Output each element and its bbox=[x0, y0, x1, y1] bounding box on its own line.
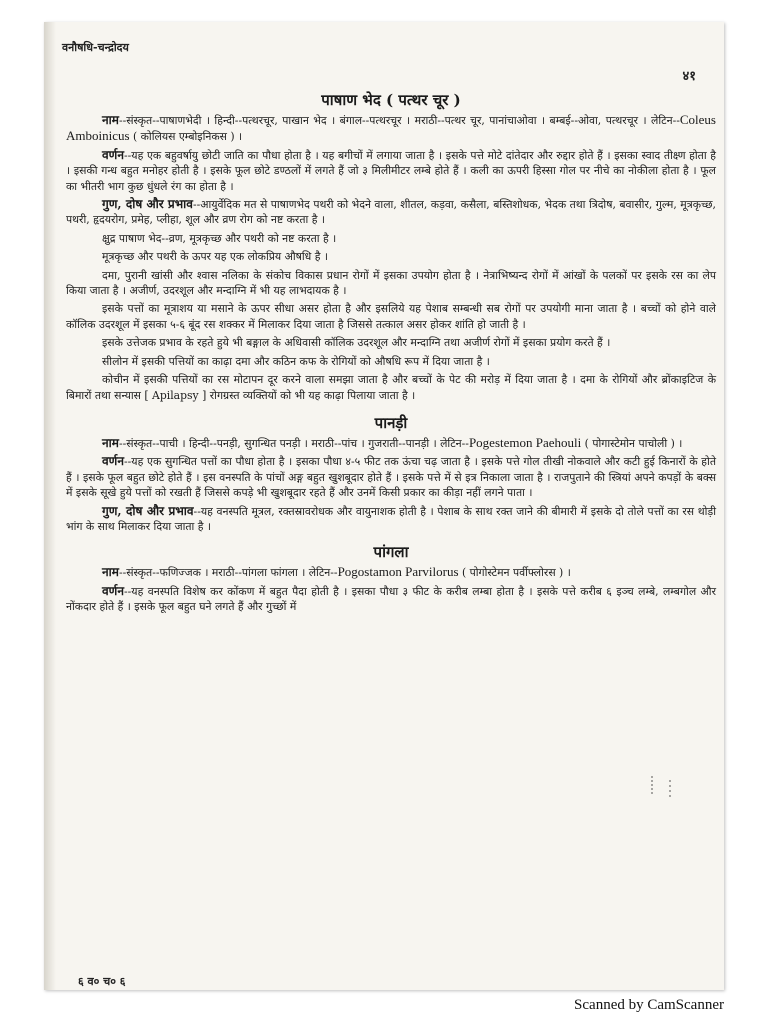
paragraph: इसके पत्तों का मूत्राशय या मसाने के ऊपर सीधा असर होता है और इसलिये यह पेशाब सम्बन्धी सब रोगों पर उपयोगी माना जाता है । बच्चों को होने वाले कॉलिक उदरशूल में इसका ५-६ बूंद रस शक्कर में मिलाकर दिया जाता है जिससे तत्काल असर होकर शांति हो जाती है । bbox=[66, 302, 716, 331]
paragraph-text: --संस्कृत--पाची । हिन्दी--पनड़ी, सुगन्धित पनड़ी । मराठी--पांच । गुजराती--पानड़ी । लेटिन-- bbox=[118, 436, 469, 450]
paragraph-label: वर्णन bbox=[102, 583, 125, 598]
section-title: पानड़ी bbox=[374, 413, 408, 432]
paragraph-text: --यह वनस्पति मूत्रल, रक्तस्रावरोधक और वायुनाशक होती है । पेशाब के साथ रक्त जाने की बीमारी में इसके दो तोले पत्तों का रस थोड़ी भांग के साथ मिलाकर दिया जाता है । bbox=[66, 504, 716, 533]
paragraph-label: वर्णन bbox=[102, 454, 125, 469]
paragraph-gun-dosh bbox=[66, 197, 716, 228]
paragraph: क्षुद्र पाषाण भेद--व्रण, मूत्रकृच्छ और पथरी को नष्ट करता है । bbox=[102, 231, 337, 245]
paragraph-naam bbox=[66, 112, 716, 145]
paragraph-text: --यह एक बहुवर्षायु छोटी जाति का पौधा होता है । यह बगीचों में लगाया जाता है । इसके पत्ते मोटे दांतेदार और रुद्दार होते हैं । इसका स्वाद तीक्ष्ण होता है । इसकी गन्ध बहुत मनोहर होती है । इसके फूल छोटे डण्ठलों में लगते हैं जो ३ मिलीमीटर लम्बे होते हैं । कली का ऊपरी हिस्सा गोल पर नीचे का नोकीला होता है । फूल का भीतरी भाग कुछ धुंधले रंग का होता है । bbox=[66, 148, 716, 193]
page-header bbox=[62, 40, 722, 84]
section-panadi bbox=[66, 413, 716, 534]
paragraph-label: नाम bbox=[102, 113, 119, 127]
section-pashan-bhed bbox=[66, 90, 716, 403]
paragraph-text: --यह एक सुगन्धित पत्तों का पौधा होता है । इसका पौधा ४-५ फीट तक ऊंचा चढ़ जाता है । इसके पत्ते गोल तीखी नोकवाले और कटी हुई किनारों के होते हैं । इसके फूल बहुत छोटे होते हैं । इस वनस्पति के पांचों अङ्ग बहुत खुशबूदार होते हैं । इसके पत्ते में से इत्र निकाला जाता है । राजपुताने की स्त्रियां अपने कपड़ों के बक्स में इसके सूखे हुये पत्तों को रखती हैं जिससे कपड़े भी खुशबूदार रहते हैं और उनमें किसी प्रकार का कीड़ा नहीं लगने पाता । bbox=[66, 455, 716, 500]
paragraph-tail: ( पोगोस्टेमन पर्वीफ्लोरस ) । bbox=[458, 566, 571, 580]
paragraph: सीलोन में इसकी पत्तियों का काढ़ा दमा और कठिन कफ के रोगियों को औषधि रूप में दिया जाता है । bbox=[102, 354, 490, 368]
paragraph-text: --आयुर्वेदिक मत से पाषाणभेद पथरी को भेदने वाला, शीतल, कड़वा, कसैला, बस्तिशोधक, भेदक तथा त्रिदोष, बवासीर, गुल्म, मूत्रकृच्छ, पथरी, हृदयरोग, प्रमेह, प्लीहा, शूल और व्रण रोग को नष्ट करता है । bbox=[66, 198, 716, 227]
paragraph: इसके उत्तेजक प्रभाव के रहते हुये भी बङ्गाल के अधिवासी कॉलिक उदरशूल और मन्दाग्नि तथा अजीर्ण रोगों में इसका प्रयोग करते हैं । bbox=[102, 336, 611, 350]
signature-code: ६ व० च० ६ bbox=[78, 975, 126, 988]
latin-name: Pogostamon Parvilorus bbox=[337, 564, 459, 580]
paragraph-varnan bbox=[66, 454, 716, 500]
paragraph-label: गुण, दोष और प्रभाव bbox=[102, 503, 194, 518]
scanner-watermark: Scanned by CamScanner bbox=[574, 997, 724, 1013]
page-edge-shadow bbox=[44, 22, 56, 990]
running-title: वनौषधि-चन्द्रोदय bbox=[62, 41, 129, 54]
paragraph-gun-dosh bbox=[66, 504, 716, 535]
book-page bbox=[44, 22, 724, 990]
latin-name: Pogestemon Paehouli bbox=[468, 434, 582, 450]
paragraph-text: --संस्कृत--फणिज्जक । मराठी--पांगला फांगला । लेटिन-- bbox=[118, 566, 338, 580]
paragraph: मूत्रकृच्छ और पथरी के ऊपर यह एक लोकप्रिय औषधि है । bbox=[102, 250, 329, 264]
ink-specks bbox=[648, 774, 678, 800]
page-number: ४१ bbox=[682, 69, 696, 84]
paragraph-tail: ( पोगास्टेमोन पाचोली ) । bbox=[581, 436, 683, 450]
paragraph-tail: ( कोलियस एम्बोइनिकस ) । bbox=[129, 130, 243, 144]
section-title: पांगला bbox=[373, 543, 409, 562]
paragraph-label: वर्णन bbox=[102, 147, 125, 162]
paragraph-varnan bbox=[66, 148, 716, 194]
paragraph: कोचीन में इसकी पत्तियों का रस मोटापन दूर करने वाला समझा जाता है और बच्चों के पेट की मरोड़ में दिया जाता है । दमा के रोगियों और ब्रोंकाइटिज के बिमारों तथा सन्यास [ Apilapsy ] रोगग्रस्त व्यक्तियों को भी यह काढ़ा पिलाया जाता है । bbox=[66, 373, 716, 402]
section-title: पाषाण भेद ( पत्थर चूर ) bbox=[321, 91, 461, 109]
latin-name: Coleus Amboinicus bbox=[66, 112, 716, 144]
section-pangla bbox=[66, 542, 716, 614]
paragraph-naam bbox=[66, 564, 716, 580]
paragraph-text: --संस्कृत--पाषाणभेदी । हिन्दी--पत्थरचूर, पाखान भेद । बंगाल--पत्थरचूर । मराठी--पत्थर चूर, पानांचाओवा । बम्बई--ओवा, पत्थरचूर । लेटिन-- bbox=[118, 114, 680, 127]
paragraph-naam bbox=[66, 435, 716, 451]
paragraph-label: नाम bbox=[102, 435, 119, 450]
paragraph-text: --यह वनस्पति विशेष कर कोंकण में बहुत पैदा होती है । इसका पौधा ३ फीट के करीब लम्बा होता है । इसके पत्ते करीब ६ इञ्च लम्बे, लम्बगोल और नोंकदार होते हैं । इसके फूल बहुत घने लगते हैं और गुच्छों में bbox=[66, 584, 716, 614]
paragraph-label: नाम bbox=[102, 565, 119, 580]
page-content bbox=[66, 90, 716, 618]
paragraph-label: गुण, दोष और प्रभाव bbox=[102, 197, 193, 212]
paragraph: दमा, पुरानी खांसी और श्वास नलिका के संकोच विकास प्रधान रोगों में इसका उपयोग होता है । नेत्राभिष्यन्द रोगों में आंखों के पलकों पर इसके रस का लेप किया जाता है । अजीर्ण, उदरशूल और मन्दाग्नि में भी यह लाभदायक है । bbox=[66, 268, 716, 298]
paragraph-varnan bbox=[66, 584, 716, 615]
